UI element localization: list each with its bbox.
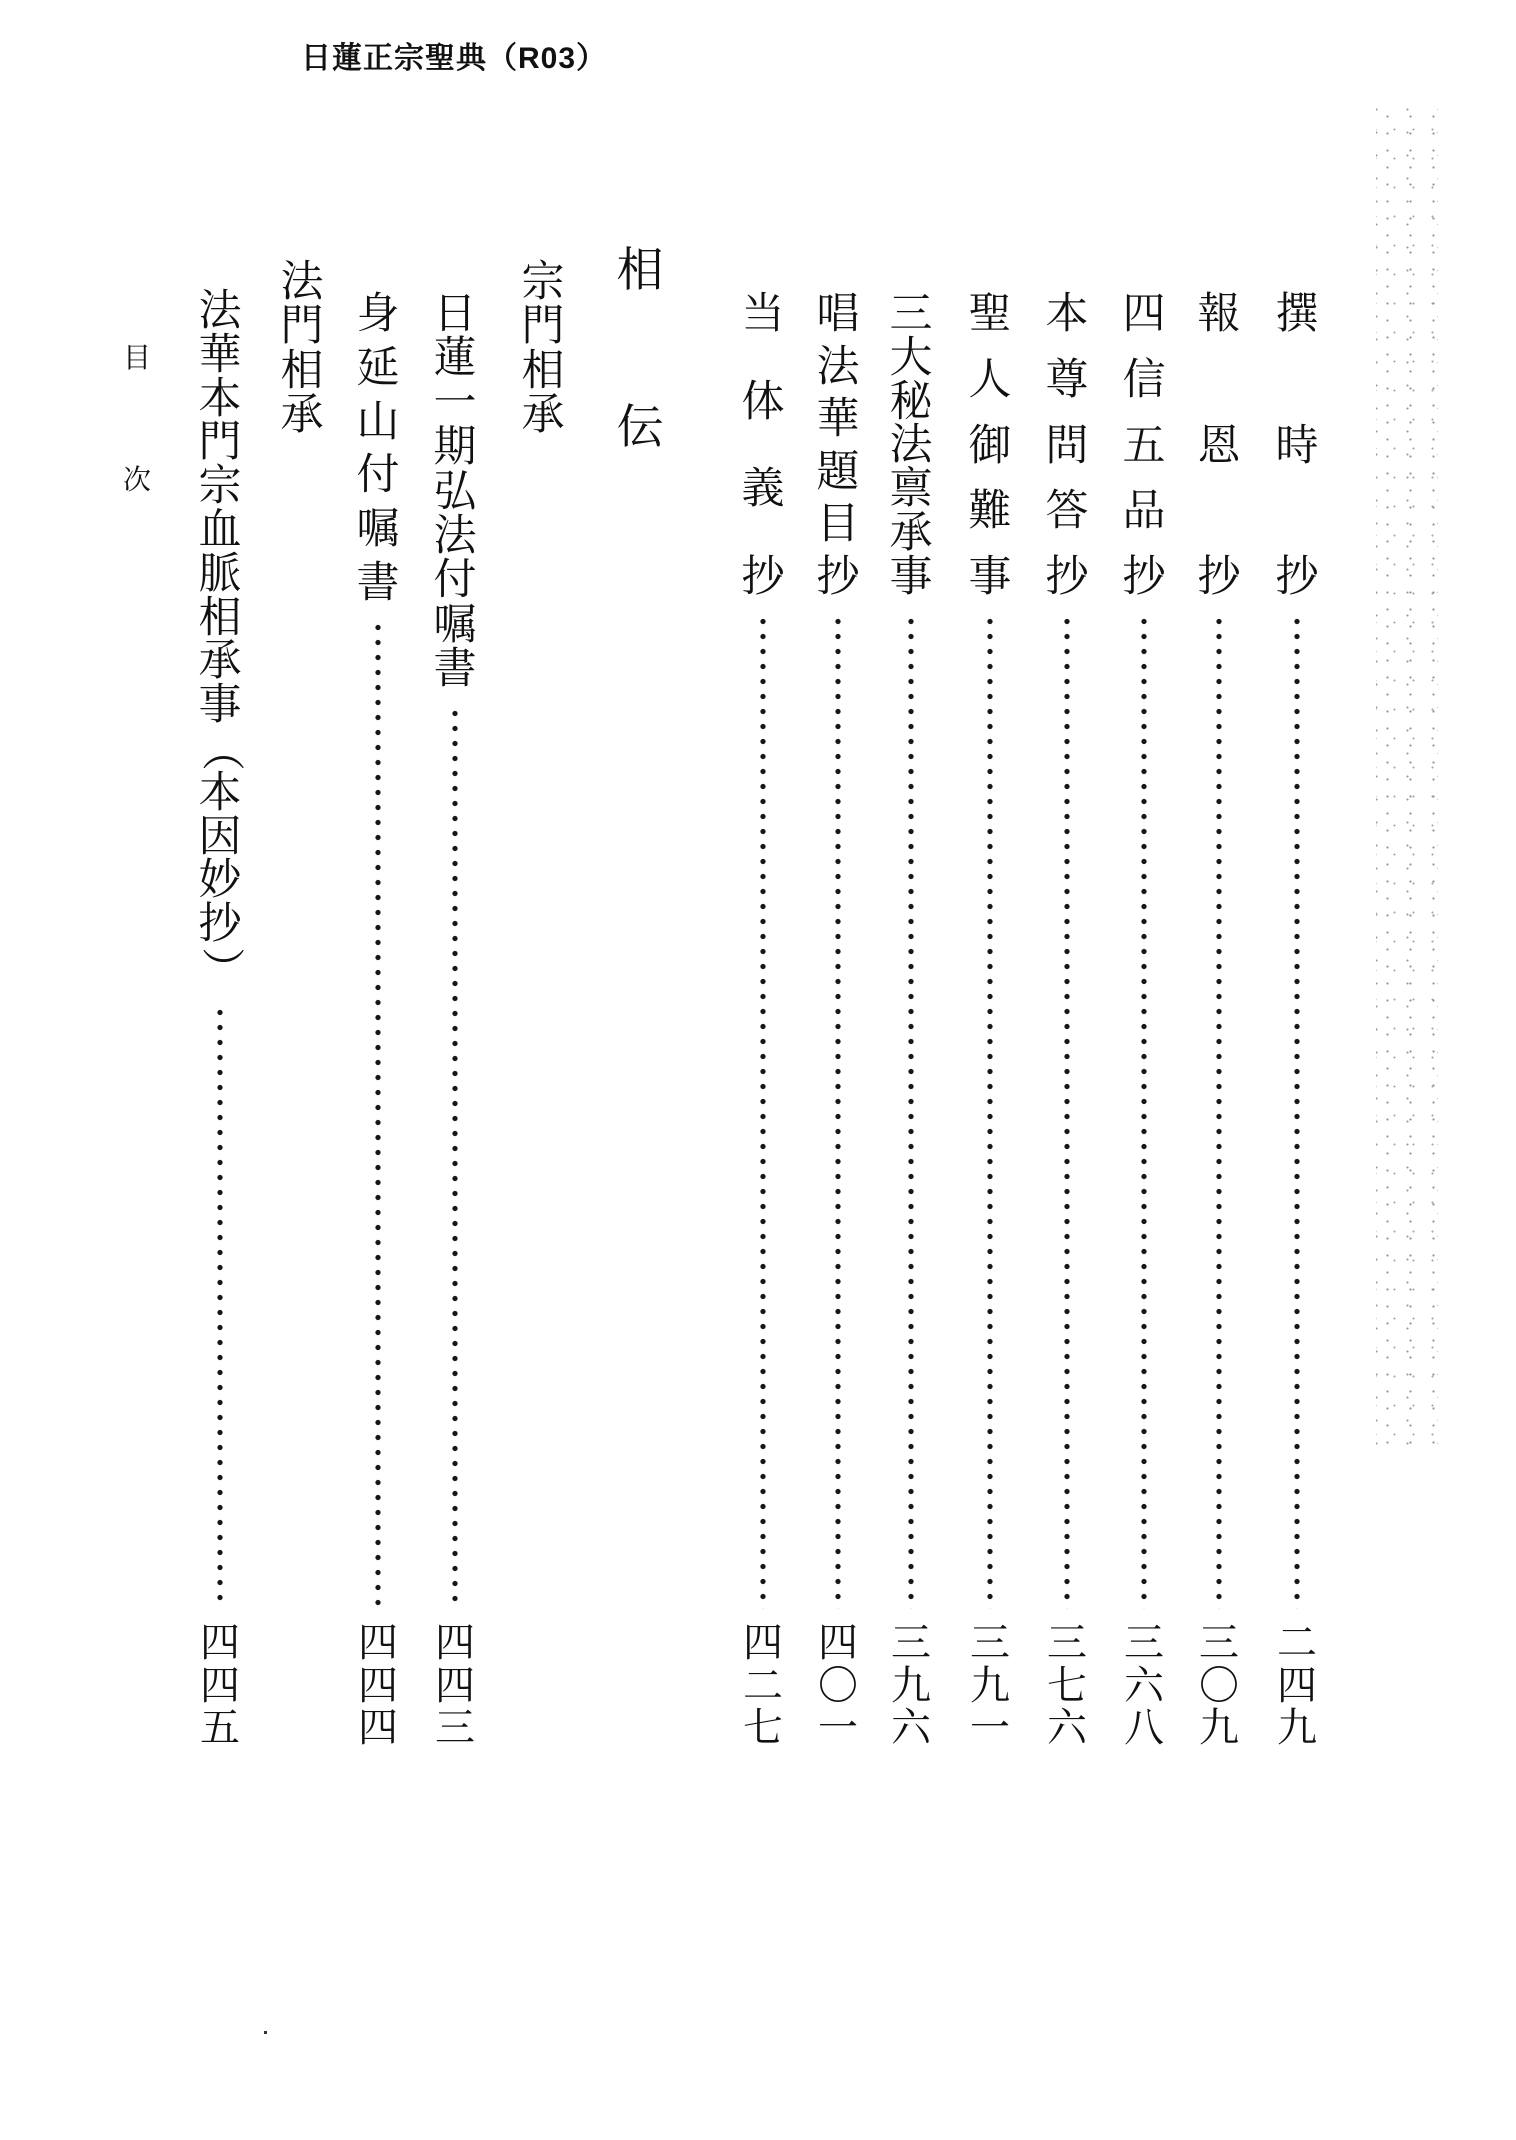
- toc-entry: [196, 290, 244, 1748]
- dotted-leader: [452, 706, 458, 1609]
- subsection-shumon-sojo: 宗 門 相 承: [521, 259, 565, 439]
- section-heading-soden: 相 伝: [616, 245, 664, 454]
- toc-entry: [431, 293, 479, 1748]
- scan-noise-band: [1376, 108, 1438, 1453]
- toc-entry: [1120, 293, 1168, 1748]
- subsection-homon-sojo: 法 門 相 承: [280, 259, 324, 439]
- entry-page-number: 三 六 八: [1124, 1620, 1164, 1750]
- entry-title: 報 恩 抄: [1197, 291, 1241, 601]
- entry-title: 身 延 山 付 嘱 書: [356, 291, 400, 607]
- book-header: 日蓮正宗聖典（R03）: [301, 42, 608, 75]
- entry-title: 本 尊 問 答 抄: [1045, 291, 1089, 601]
- entry-title: 四 信 五 品 抄: [1122, 291, 1166, 601]
- toc-entry: [966, 293, 1014, 1748]
- entry-title: 日 蓮 一 期 弘 法 付 嘱 書: [433, 291, 477, 693]
- entry-page-number: 三 七 六: [1047, 1620, 1087, 1750]
- entry-page-number: 四 四 三: [435, 1620, 475, 1750]
- dotted-leader: [987, 614, 993, 1609]
- dotted-leader: [835, 614, 841, 1609]
- toc-entry: [814, 293, 862, 1748]
- toc-entry: [887, 293, 935, 1748]
- entry-page-number: 四 四 四: [358, 1620, 398, 1750]
- entry-title: 法 華 本 門 宗 血 脈 相 承 事 （ 本 因 妙 抄 ）: [196, 288, 244, 990]
- dotted-leader: [1216, 614, 1222, 1609]
- entry-page-number: 四 四 五: [200, 1620, 240, 1750]
- dotted-leader: [1294, 614, 1300, 1609]
- entry-page-number: 二 四 九: [1277, 1620, 1317, 1750]
- dotted-leader: [1141, 614, 1147, 1609]
- dotted-leader: [908, 614, 914, 1609]
- entry-title: 撰 時 抄: [1275, 291, 1319, 601]
- entry-page-number: 三 九 一: [970, 1620, 1010, 1750]
- entry-page-number: 四 〇 一: [818, 1620, 858, 1750]
- toc-entry: [1043, 293, 1091, 1748]
- entry-title: 唱 法 華 題 目 抄: [816, 291, 860, 601]
- page-title-mokuji: 目 次: [122, 343, 151, 496]
- entry-title: 三 大 秘 法 禀 承 事: [889, 291, 933, 601]
- dotted-leader: [760, 614, 766, 1609]
- entry-title: 当 体 義 抄: [741, 291, 785, 601]
- entry-page-number: 三 九 六: [891, 1620, 931, 1750]
- dotted-leader: [217, 1005, 223, 1609]
- toc-entry: [739, 293, 787, 1748]
- entry-page-number: 三 〇 九: [1199, 1620, 1239, 1750]
- toc-entry: [354, 293, 402, 1748]
- dotted-leader: [375, 620, 381, 1609]
- toc-entry: [1273, 293, 1321, 1748]
- entry-title: 聖 人 御 難 事: [968, 291, 1012, 601]
- dotted-leader: [1064, 614, 1070, 1609]
- entry-page-number: 四 二 七: [743, 1620, 783, 1750]
- toc-entry: [1195, 293, 1243, 1748]
- scan-speck: [264, 2031, 267, 2034]
